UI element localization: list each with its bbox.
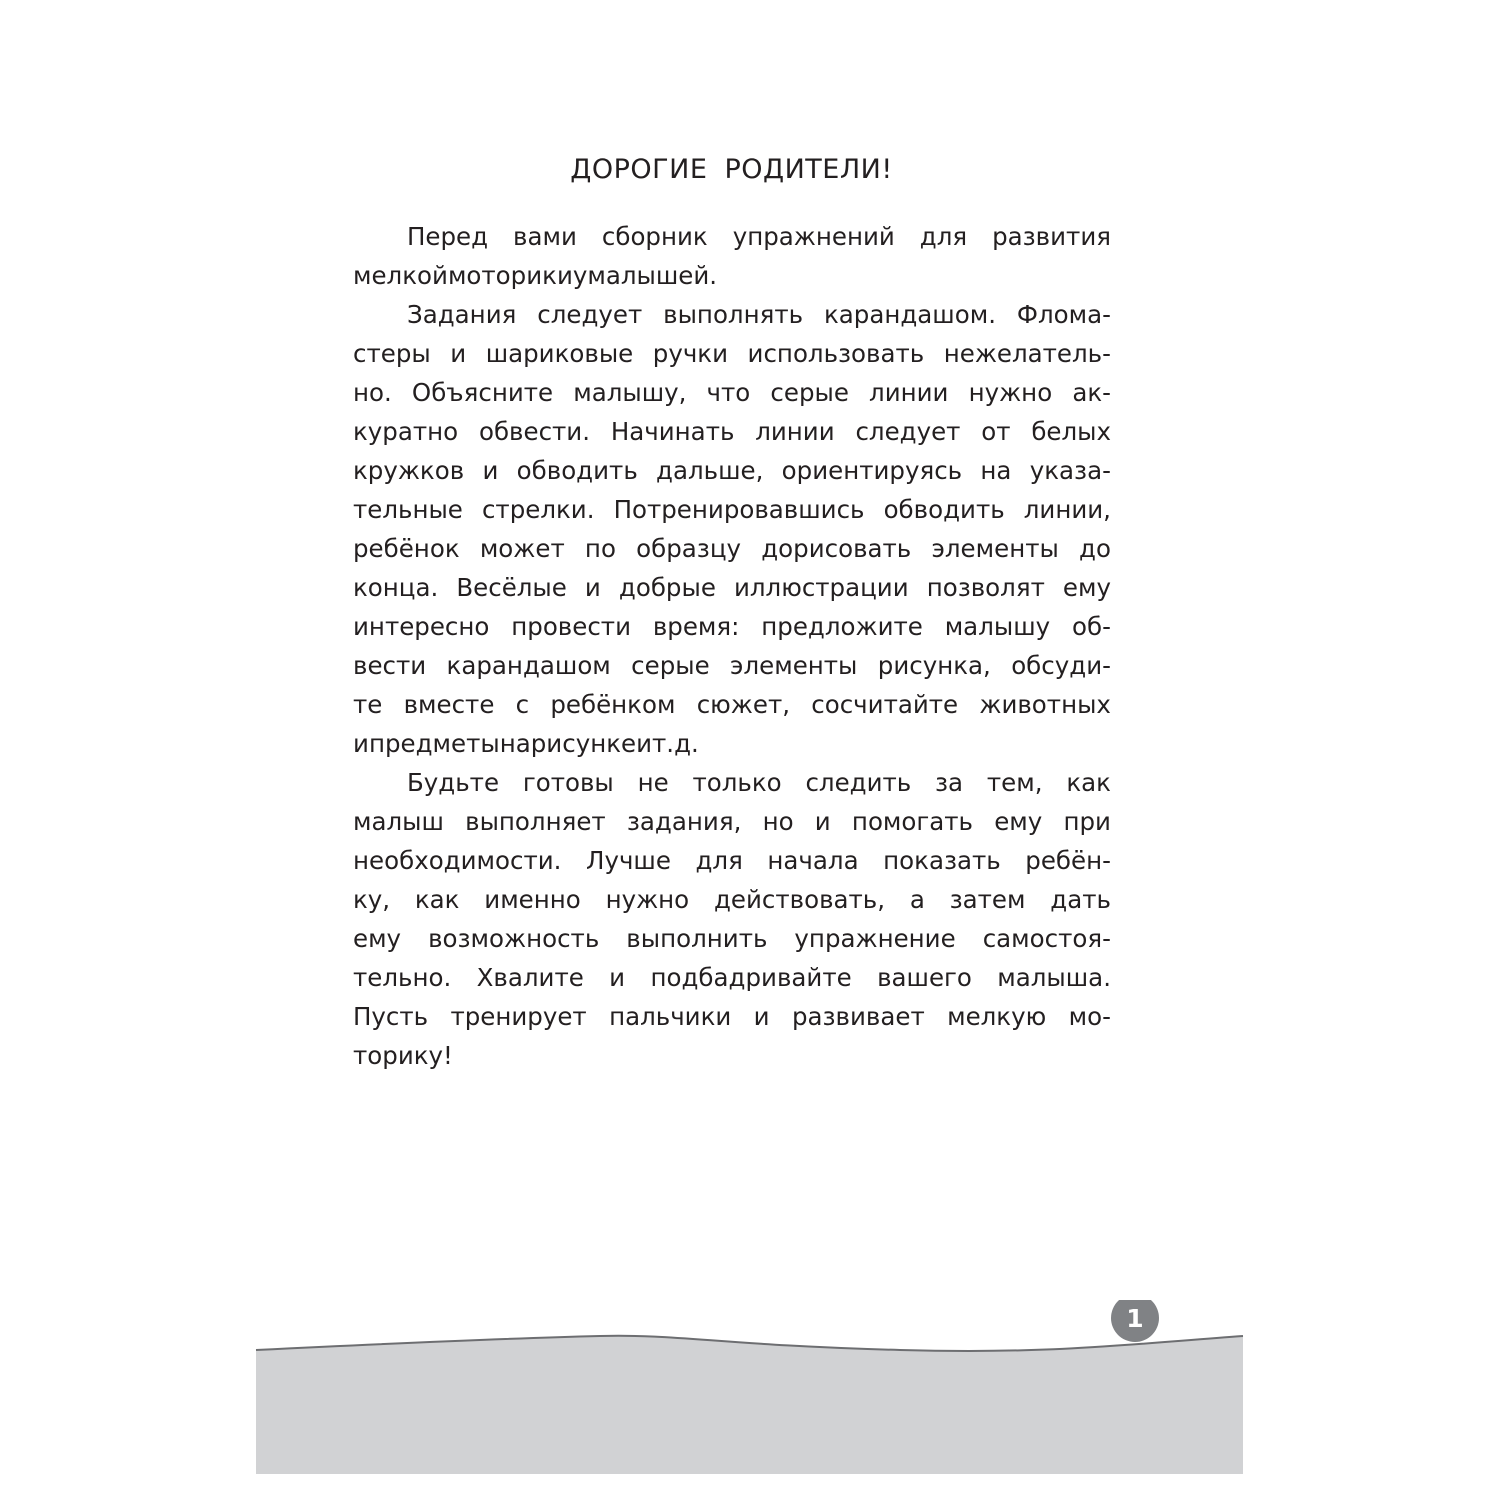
text-line: кружков и обводить дальше, ориентируясь на указа- [353,456,1111,485]
text-line: малыш выполняет задания, но и помогать ему при [353,807,1111,836]
text-line: интересно провести время: предложите малышу об- [353,612,1111,641]
text-line: ему возможность выполнить упражнение самостоя- [353,924,1111,953]
text-line: вести карандашом серые элементы рисунка, обсуди- [353,651,1111,680]
text-line: тельно. Хвалите и подбадривайте вашего малыша. [353,963,1111,992]
text-line: Пусть тренирует пальчики и развивает мелкую мо- [353,1002,1111,1031]
text-line: куратно обвести. Начинать линии следует от белых [353,417,1111,446]
text-line: Перед вами сборник упражнений для развития [407,222,1111,251]
body-text [353,217,1111,1075]
text-line: тельные стрелки. Потренировавшись обводить линии, [353,495,1111,524]
text-line: ку, как именно нужно действовать, а затем дать [353,885,1111,914]
text-line: но. Объясните малышу, что серые линии нужно ак- [353,378,1111,407]
footer-wave-band [0,1300,1500,1500]
text-line: те вместе с ребёнком сюжет, сосчитайте животных [353,690,1111,719]
text-line: конца. Весёлые и добрые иллюстрации позволят ему [353,573,1111,602]
page-title: ДОРОГИЕ РОДИТЕЛИ! [570,154,893,185]
text-line: стеры и шариковые ручки использовать нежелатель- [353,339,1111,368]
text-line: торику! [353,1041,453,1070]
text-line: необходимости. Лучше для начала показать ребён- [353,846,1111,875]
text-line: мелкой моторики у малышей. [353,261,718,290]
page-number: 1 [1126,1304,1144,1333]
text-line: и предметы на рисунке и т. д. [353,729,699,758]
text-line: ребёнок может по образцу дорисовать элементы до [353,534,1111,563]
text-line: Будьте готовы не только следить за тем, как [407,768,1111,797]
wave-fill [256,1336,1243,1474]
text-line: Задания следует выполнять карандашом. Флома- [407,300,1111,329]
